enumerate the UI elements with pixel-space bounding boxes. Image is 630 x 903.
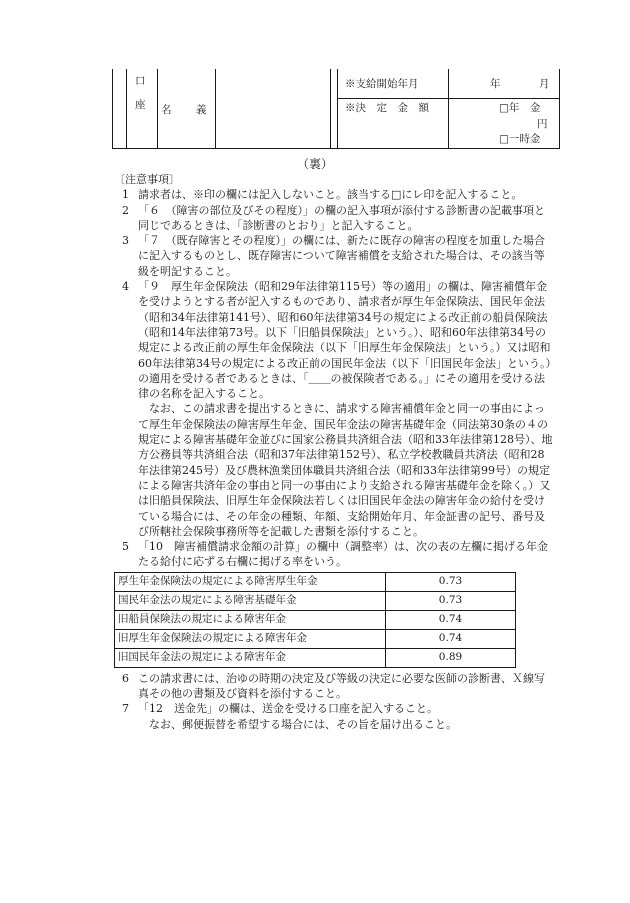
rate-cell: 0.73 xyxy=(386,591,516,610)
table-row xyxy=(115,648,516,667)
holder-label-char: 義 xyxy=(196,104,207,116)
decided-amount-label: ※決 定 金 額 xyxy=(345,102,429,114)
note-item xyxy=(114,187,554,202)
form-border xyxy=(126,69,127,149)
form-border xyxy=(157,69,158,149)
rate-cell: 0.89 xyxy=(386,648,516,667)
note-number: 2 xyxy=(122,203,129,217)
note-number: 3 xyxy=(122,234,129,248)
form-border xyxy=(448,69,449,149)
account-label-char: 座 xyxy=(135,99,146,111)
form-account-section xyxy=(112,69,560,149)
form-border xyxy=(337,98,560,99)
note-text: 「９ 厚生年金保険法（昭和29年法律第115号）等の適用」の欄は、障害補償年金を受けようとする者が記入するものであり、請求者が厚生年金保険法、国民年金法（昭和34年法律第141号）、昭和60年法律第34号の規定による改正前の船員保険法（昭和14年法律第73号。以下「旧船員保険法」という。）、昭和60年法律第34号の規定による改正前の厚生年金保険法（以下「旧厚生年金保険法」という。）又は昭和60年法律第34号の規定による改正前の国民年金法（以下「旧国民年金法」という。）の適用を受ける者であるときは、「＿＿の被保険者である。」にその適用を受ける法律の名称を記入すること。 xyxy=(138,280,551,401)
rate-cell: 0.73 xyxy=(386,572,516,591)
form-border-right xyxy=(559,69,560,149)
option-lump-sum: □一時金 xyxy=(499,133,541,145)
benefit-name-cell: 旧厚生年金保険法の規定による障害年金 xyxy=(115,629,386,648)
note-item xyxy=(114,233,554,279)
notes-heading: 〔注意事項〕 xyxy=(114,173,180,186)
notes-section xyxy=(114,172,554,732)
account-label-char: 口 xyxy=(135,75,146,87)
note-item xyxy=(114,203,554,234)
note-text: 「６ （障害の部位及びその程度）」の欄の記入事項が添付する診断書の記載事項と同じであるときは、「診断書のとおり」と記入すること。 xyxy=(138,203,545,232)
note-text: 請求者は、※印の欄には記入しないこと。該当する□にレ印を記入すること。 xyxy=(138,188,523,202)
note-number: 7 xyxy=(122,702,129,716)
form-border xyxy=(330,69,331,149)
note-text: 「12 送金先」の欄は、送金を受ける口座を記入すること。 xyxy=(138,702,438,716)
note-text: この請求書には、治ゆの時期の決定及び等級の決定に必要な医師の診断書、Ｘ線写真その他の書類及び資料を添付すること。 xyxy=(138,671,545,701)
note-number: 1 xyxy=(122,188,129,202)
holder-label-char: 名 xyxy=(161,104,172,116)
notes-list-after-table xyxy=(114,671,554,732)
option-pension: □年 金 xyxy=(499,102,541,114)
note-item xyxy=(114,539,554,570)
note-item xyxy=(114,279,554,539)
month-label: 月 xyxy=(539,78,550,90)
rate-cell: 0.74 xyxy=(386,610,516,629)
back-side-label: （裏） xyxy=(296,157,333,171)
form-border xyxy=(215,69,216,149)
note-text: 「10 障害補償請求金額の計算」の欄中（調整率）は、次の表の左欄に掲げる年金たる給付に応ずる右欄に掲げる率をいう。 xyxy=(138,540,548,569)
table-row xyxy=(115,629,516,648)
table-row xyxy=(115,610,516,629)
note-item xyxy=(114,671,554,702)
note-text: 「７ （既存障害とその程度）」の欄には、新たに既存の障害の程度を加重した場合に記入するものとし、既存障害について障害補償を支給された場合は、その該当等級を明記すること。 xyxy=(138,234,545,278)
form-border-left xyxy=(112,69,113,149)
benefit-name-cell: 旧国民年金法の規定による障害年金 xyxy=(115,648,386,667)
form-border-bottom xyxy=(112,148,560,149)
yen-label: 円 xyxy=(537,118,548,130)
notes-list xyxy=(114,187,554,569)
year-label: 年 xyxy=(490,78,501,90)
note-text: なお、郵便振替を希望する場合には、その旨を届け出ること。 xyxy=(149,717,457,731)
table-row xyxy=(115,591,516,610)
payment-start-label: ※支給開始年月 xyxy=(345,78,419,90)
note-number: 6 xyxy=(122,671,129,685)
note-number: 5 xyxy=(122,540,129,554)
table-row xyxy=(115,572,516,591)
form-border-double xyxy=(337,69,338,149)
note-item xyxy=(114,701,554,732)
note-number: 4 xyxy=(122,280,129,294)
note-text: なお、この請求書を提出するときに、請求する障害補償年金と同一の事由によって厚生年金保険法の障害厚生年金、国民年金法の障害基礎年金（同法第30条の４の規定による障害基礎年金並びに国家公務員共済組合法（昭和33年法律第128号）、地方公務員等共済組合法（昭和37年法律第152号）、私立学校教職員共済法（昭和28年法律第245号）及び農林漁業団体職員共済組合法（昭和33年法律第99号）の規定による障害共済年金の事由と同一の事由により支給される障害基礎年金を除く。）又は旧船員保険法、旧厚生年金保険法若しくは旧国民年金法の障害年金の給付を受けている場合には、その年金の種類、年額、支給開始年月、年金証書の記号、番号及び所轄社会保険事務所等を記載した書類を添付すること。 xyxy=(138,402,553,538)
benefit-name-cell: 厚生年金保険法の規定による障害厚生年金 xyxy=(115,572,386,591)
adjustment-rate-table xyxy=(114,572,516,668)
rate-cell: 0.74 xyxy=(386,629,516,648)
benefit-name-cell: 旧船員保険法の規定による障害年金 xyxy=(115,610,386,629)
benefit-name-cell: 国民年金法の規定による障害基礎年金 xyxy=(115,591,386,610)
